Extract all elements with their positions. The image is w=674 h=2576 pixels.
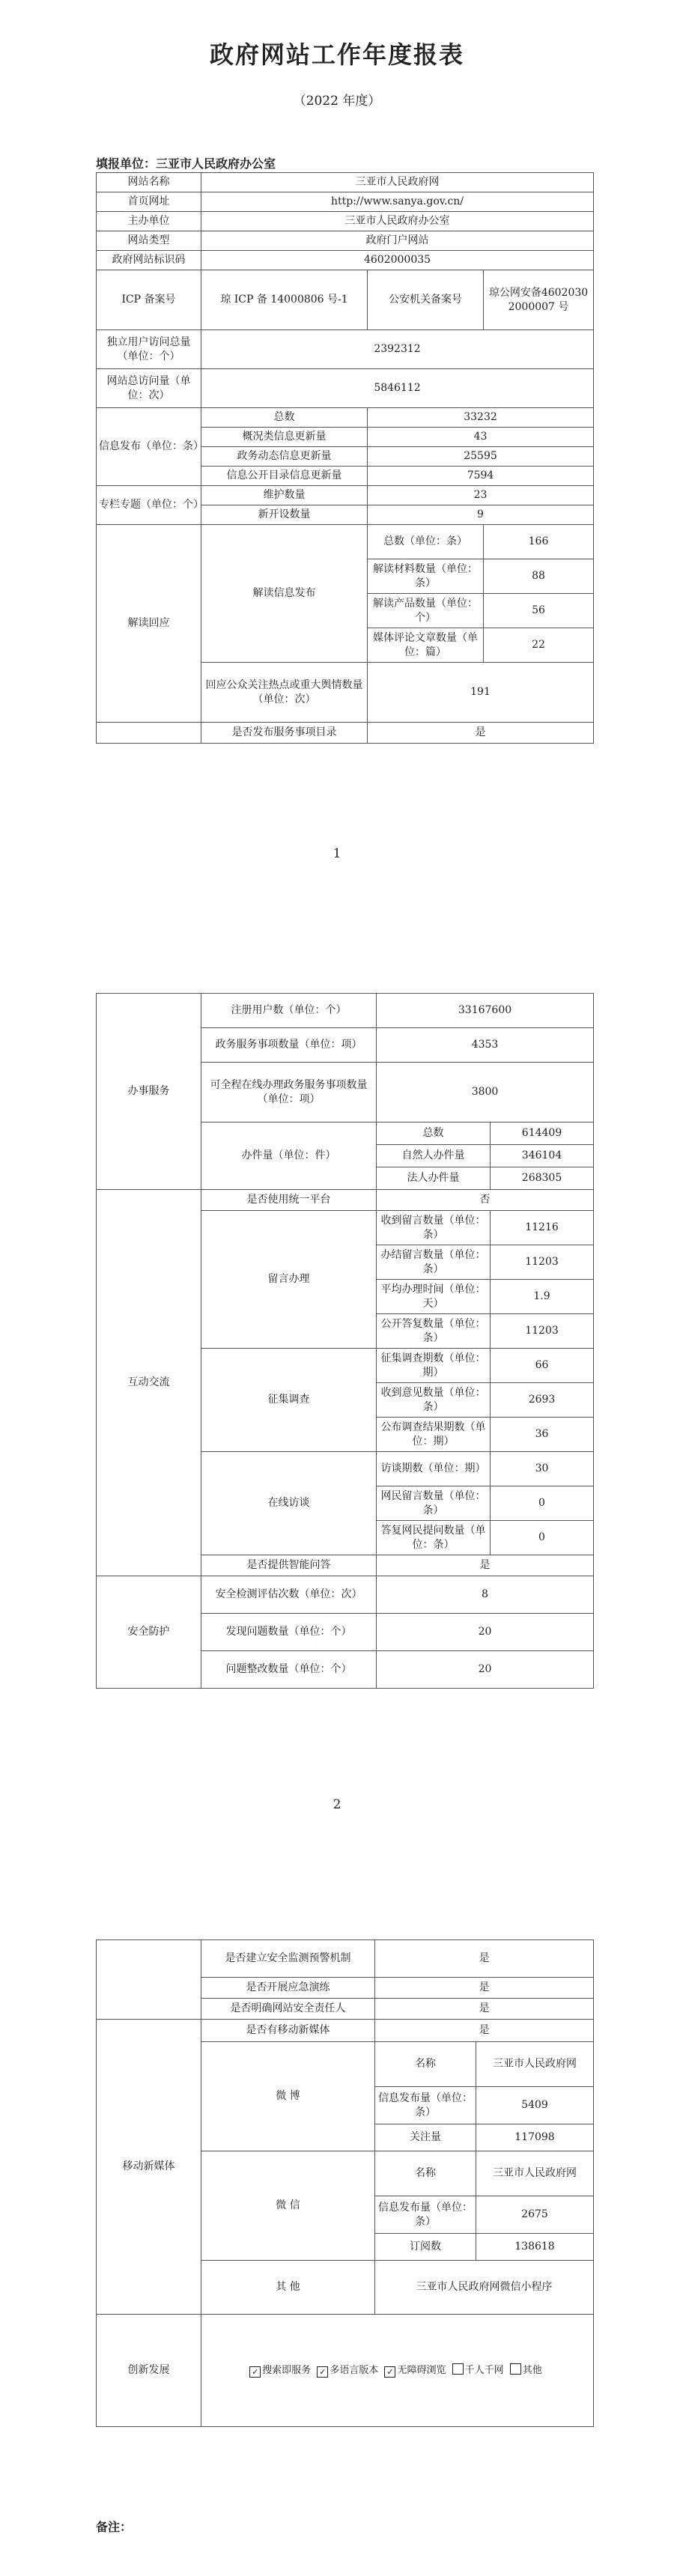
homepage-url: http://www.sanya.gov.cn/ (201, 192, 594, 212)
table-row (97, 251, 594, 270)
cell-value: 9 (368, 505, 594, 525)
cell-label: 发现问题数量（单位：个） (201, 1614, 377, 1651)
table-row (97, 1940, 594, 1978)
cell-label: 解读信息发布 (201, 525, 368, 663)
cell-value: 30 (491, 1452, 594, 1486)
cell-label: 法人办件量 (377, 1167, 491, 1190)
table-row (97, 525, 594, 559)
cell-label: 自然人办件量 (377, 1145, 491, 1167)
cell-value: 191 (368, 663, 594, 723)
cell-value: 23 (368, 486, 594, 505)
cell-label: 可全程在线办理政务服务事项数量（单位：项） (201, 1063, 377, 1123)
cell-value: 三亚市人民政府网 (476, 2151, 594, 2196)
cell-label: 解读产品数量（单位：个） (368, 594, 484, 628)
cell-value: 琼 ICP 备 14000806 号-1 (201, 270, 368, 330)
cell-label: 解读材料数量（单位：条） (368, 559, 484, 594)
option-multilingual (317, 2365, 378, 2376)
cell-value: 三亚市人民政府网微信小程序 (375, 2261, 594, 2315)
option-accessibility (384, 2365, 446, 2376)
cell-label: 征集调查期数（单位：期） (377, 1349, 491, 1383)
cell-label: 访谈期数（单位：期） (377, 1452, 491, 1486)
table-row (97, 2020, 594, 2042)
cell-label: 平均办理时间（单位：天） (377, 1280, 491, 1314)
cell-value: 0 (491, 1521, 594, 1555)
cell-value: 268305 (491, 1167, 594, 1190)
report-year: （2022 年度） (293, 94, 381, 109)
cell-label: 新开设数量 (201, 505, 368, 525)
cell-label: 信息公开目录信息更新量 (201, 467, 368, 486)
option-label: 多语言版本 (330, 2365, 379, 2376)
cell-label: 是否明确网站安全责任人 (201, 1999, 375, 2020)
cell-label: 安全防护 (97, 1576, 201, 1689)
cell-label: 在线访谈 (201, 1452, 377, 1555)
table-row (97, 173, 594, 192)
cell-value: 346104 (491, 1145, 594, 1167)
cell-value: 20 (377, 1651, 594, 1689)
cell-label: 是否发布服务事项目录 (201, 723, 368, 744)
report-title: 政府网站工作年度报表 (209, 40, 464, 69)
cell-label: 网站类型 (97, 231, 201, 251)
table-row (97, 486, 594, 505)
cell-value: 2392312 (201, 330, 594, 369)
cell-label: 首页网址 (97, 192, 201, 212)
cell-label: 总数 (201, 408, 368, 428)
cell-label: 是否有移动新媒体 (201, 2020, 375, 2042)
cell-value: 5846112 (201, 369, 594, 408)
cell-label (97, 1940, 201, 2020)
cell-value: 2693 (491, 1383, 594, 1418)
cell-label: 网民留言数量（单位：条） (377, 1486, 491, 1521)
cell-value: 三亚市人民政府网 (201, 173, 594, 192)
cell-value: 是 (375, 2020, 594, 2042)
cell-value: 36 (491, 1418, 594, 1452)
cell-label: 名称 (375, 2042, 476, 2087)
table-row (97, 192, 594, 212)
cell-label: 政务服务事项数量（单位：项） (201, 1028, 377, 1063)
option-label: 无障碍浏览 (397, 2365, 446, 2376)
cell-label: 公安机关备案号 (368, 270, 484, 330)
cell-label: 信息发布（单位：条） (97, 408, 201, 486)
cell-value: 43 (368, 428, 594, 447)
cell-value: 5409 (476, 2087, 594, 2124)
table-row (97, 369, 594, 408)
option-other (510, 2365, 542, 2376)
cell-label: 总数 (377, 1123, 491, 1145)
cell-label: 办件量（单位：件） (201, 1123, 377, 1190)
report-table-3 (96, 1939, 594, 2427)
table-row (97, 723, 594, 744)
table-row (97, 212, 594, 231)
cell-label: 专栏专题（单位：个） (97, 486, 201, 525)
cell-label: 网站总访问量（单位：次） (97, 369, 201, 408)
cell-value: 88 (484, 559, 594, 594)
cell-value: 11203 (491, 1245, 594, 1280)
cell-value: 22 (484, 628, 594, 663)
table-row (97, 2315, 594, 2427)
option-label: 千人千网 (464, 2365, 504, 2376)
cell-value: 56 (484, 594, 594, 628)
cell-label (97, 723, 201, 744)
cell-value: 1.9 (491, 1280, 594, 1314)
cell-label: 是否使用统一平台 (201, 1190, 377, 1211)
table-row (97, 270, 594, 330)
cell-value: 是 (368, 723, 594, 744)
table-row (97, 1576, 594, 1614)
cell-value: 4602000035 (201, 251, 594, 270)
option-label: 搜索即服务 (262, 2365, 312, 2376)
cell-value: 166 (484, 525, 594, 559)
cell-value: 琼公网安备46020302000007 号 (484, 270, 594, 330)
empty-checkbox-icon (452, 2363, 464, 2375)
cell-label: 注册用户数（单位：个） (201, 994, 377, 1028)
table-row (97, 231, 594, 251)
cell-label: 关注量 (375, 2124, 476, 2151)
cell-value: 0 (491, 1486, 594, 1521)
cell-label: 移动新媒体 (97, 2020, 201, 2315)
innovation-options (201, 2315, 594, 2427)
cell-label: 政府网站标识码 (97, 251, 201, 270)
cell-label: 是否提供智能问答 (201, 1555, 377, 1576)
cell-value: 是 (377, 1555, 594, 1576)
cell-label: 办结留言数量（单位：条） (377, 1245, 491, 1280)
page-number: 2 (333, 1797, 341, 1812)
table-row (97, 994, 594, 1028)
checked-checkbox-icon: ✓ (384, 2366, 395, 2378)
cell-value: 66 (491, 1349, 594, 1383)
cell-value: 33167600 (377, 994, 594, 1028)
cell-value: 是 (375, 1999, 594, 2020)
cell-value: 614409 (491, 1123, 594, 1145)
cell-value: 138618 (476, 2234, 594, 2261)
page-number: 1 (333, 846, 341, 861)
cell-label: 微 信 (201, 2151, 375, 2261)
cell-label: 回应公众关注热点或重大舆情数量（单位：次） (201, 663, 368, 723)
cell-label: 其 他 (201, 2261, 375, 2315)
cell-label: 政务动态信息更新量 (201, 447, 368, 467)
cell-label: 信息发布量（单位：条） (375, 2196, 476, 2234)
cell-label: 收到意见数量（单位：条） (377, 1383, 491, 1418)
cell-value: 4353 (377, 1028, 594, 1063)
cell-value: 20 (377, 1614, 594, 1651)
cell-label: 是否建立安全监测预警机制 (201, 1940, 375, 1978)
checked-checkbox-icon: ✓ (249, 2366, 261, 2378)
cell-value: 三亚市人民政府办公室 (201, 212, 594, 231)
cell-value: 7594 (368, 467, 594, 486)
table-row (97, 330, 594, 369)
cell-value: 是 (375, 1978, 594, 1999)
cell-value: 33232 (368, 408, 594, 428)
cell-label: 收到留言数量（单位：条） (377, 1211, 491, 1245)
cell-label: 名称 (375, 2151, 476, 2196)
cell-value: 2675 (476, 2196, 594, 2234)
cell-label: 概况类信息更新量 (201, 428, 368, 447)
cell-value: 政府门户网站 (201, 231, 594, 251)
cell-value: 8 (377, 1576, 594, 1614)
cell-label: 互动交流 (97, 1190, 201, 1576)
report-table-2 (96, 993, 594, 1689)
cell-value: 是 (375, 1940, 594, 1978)
cell-value: 11216 (491, 1211, 594, 1245)
cell-label: 信息发布量（单位：条） (375, 2087, 476, 2124)
cell-label: 答复网民提问数量（单位：条） (377, 1521, 491, 1555)
cell-label: 媒体评论文章数量（单位：篇） (368, 628, 484, 663)
cell-label: 办事服务 (97, 994, 201, 1190)
cell-label: 创新发展 (97, 2315, 201, 2427)
cell-label: 问题整改数量（单位：个） (201, 1651, 377, 1689)
cell-label: 独立用户访问总量（单位：个） (97, 330, 201, 369)
cell-value: 否 (377, 1190, 594, 1211)
cell-value: 25595 (368, 447, 594, 467)
empty-checkbox-icon (510, 2363, 521, 2375)
cell-label: 总数（单位：条） (368, 525, 484, 559)
cell-label: 公布调查结果期数（单位：期） (377, 1418, 491, 1452)
cell-label: 是否开展应急演练 (201, 1978, 375, 1999)
table-row (97, 408, 594, 428)
cell-label: 网站名称 (97, 173, 201, 192)
cell-value: 3800 (377, 1063, 594, 1123)
cell-label: 安全检测评估次数（单位：次） (201, 1576, 377, 1614)
option-search-as-service (249, 2365, 311, 2376)
filing-unit: 填报单位：三亚市人民政府办公室 (96, 157, 276, 171)
report-table-1 (96, 172, 594, 744)
cell-value: 11203 (491, 1314, 594, 1349)
cell-label: 留言办理 (201, 1211, 377, 1349)
cell-label: 维护数量 (201, 486, 368, 505)
cell-value: 三亚市人民政府网 (476, 2042, 594, 2087)
checked-checkbox-icon: ✓ (317, 2366, 328, 2378)
cell-label: 微 博 (201, 2042, 375, 2151)
table-row (97, 1190, 594, 1211)
option-label: 其他 (522, 2365, 542, 2376)
cell-value: 117098 (476, 2124, 594, 2151)
cell-label: 公开答复数量（单位：条） (377, 1314, 491, 1349)
cell-label: 解读回应 (97, 525, 201, 723)
option-personalized (452, 2365, 504, 2376)
cell-label: 主办单位 (97, 212, 201, 231)
cell-label: 订阅数 (375, 2234, 476, 2261)
remarks-label: 备注： (96, 2520, 133, 2534)
cell-label: ICP 备案号 (97, 270, 201, 330)
cell-label: 征集调查 (201, 1349, 377, 1452)
